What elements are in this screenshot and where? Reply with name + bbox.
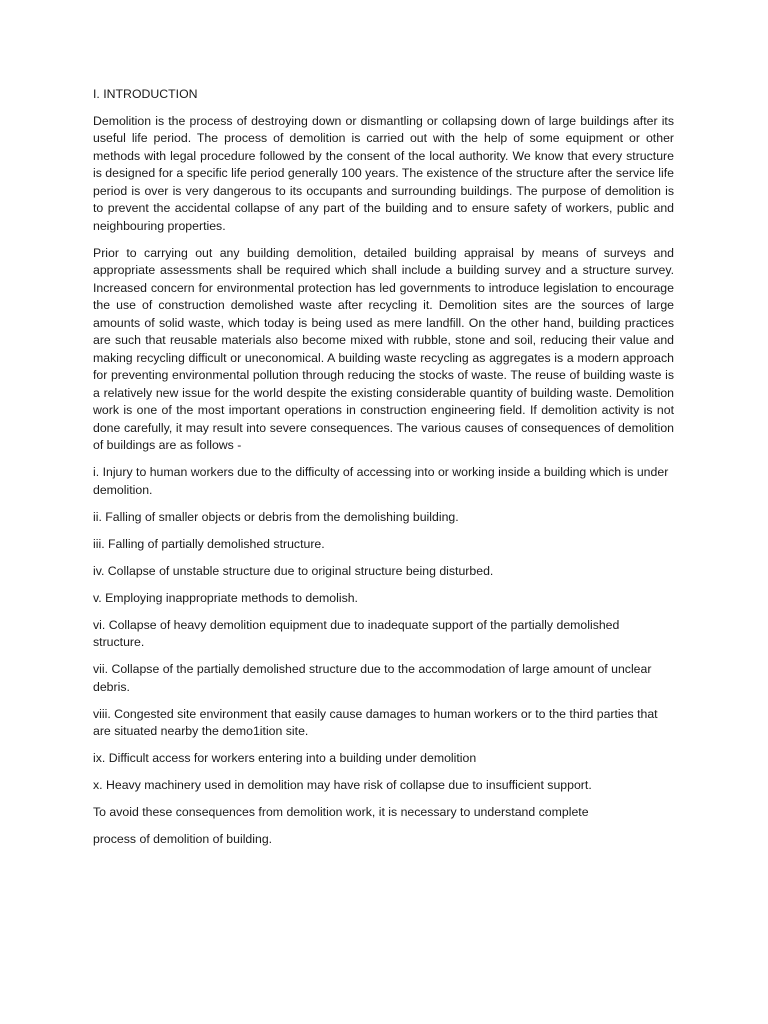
list-item: ii. Falling of smaller objects or debris from the demolishing building. [93, 509, 459, 524]
list-item: viii. Congested site environment that easily cause damages to human workers or to the third parties that are situated nearby the demo1ition site. [93, 706, 658, 738]
paragraph: Prior to carrying out any building demolition, detailed building appraisal by means of surveys and appropriate assessments shall be required which shall include a building survey and a structure survey. Increased concern for environmental protection has led governments to introduce legislation to encourage the use of construction demolished waste after recycling it. Demolition sites are the sources of large amounts of solid waste, which today is being used as mere landfill. On the other hand, building practices are such that reusable materials also become mixed with rubble, stone and soil, reducing their value and making recycling difficult or uneconomical. A building waste recycling as aggregates is a modern approach for preventing environmental pollution through reducing the stocks of waste. The reuse of building waste is a relatively new issue for the world despite the existing considerable quantity of building waste. Demolition work is one of the most important operations in construction engineering field. If demolition activity is not done carefully, it may result into severe consequences. The various causes of consequences of demolition of buildings are as follows - [93, 245, 674, 452]
section-heading: I. INTRODUCTION [93, 87, 198, 101]
list-item: x. Heavy machinery used in demolition may have risk of collapse due to insufficient support. [93, 778, 592, 792]
document-page [93, 86, 674, 858]
consequences-list [93, 464, 674, 795]
list-item: vii. Collapse of the partially demolished structure due to the accommodation of large amount of unclear debris. [93, 662, 652, 694]
paragraph: Demolition is the process of destroying down or dismantling or collapsing down of large buildings after its useful life period. The process of demolition is carried out with the help of some equipment or other methods with legal procedure followed by the consent of the local authority. We know that every structure is designed for a specific life period generally 100 years. The existence of the structure after the service life period is over is very dangerous to its occupants and surrounding buildings. The purpose of demolition is to prevent the accidental collapse of any part of the building and to ensure safety of workers, public and neighbouring properties. [93, 113, 674, 233]
list-item: ix. Difficult access for workers entering into a building under demolition [93, 751, 477, 765]
list-item: iv. Collapse of unstable structure due to original structure being disturbed. [93, 563, 494, 578]
closing-line: process of demolition of building. [93, 832, 273, 846]
list-item: v. Employing inappropriate methods to demolish. [93, 590, 358, 605]
list-item: iii. Falling of partially demolished structure. [93, 536, 325, 551]
list-item: vi. Collapse of heavy demolition equipment due to inadequate support of the partially demolished structure. [93, 617, 620, 649]
closing-line: To avoid these consequences from demolition work, it is necessary to understand complete [93, 805, 589, 819]
list-item: i. Injury to human workers due to the difficulty of accessing into or working inside a building which is under demolition. [93, 465, 669, 497]
